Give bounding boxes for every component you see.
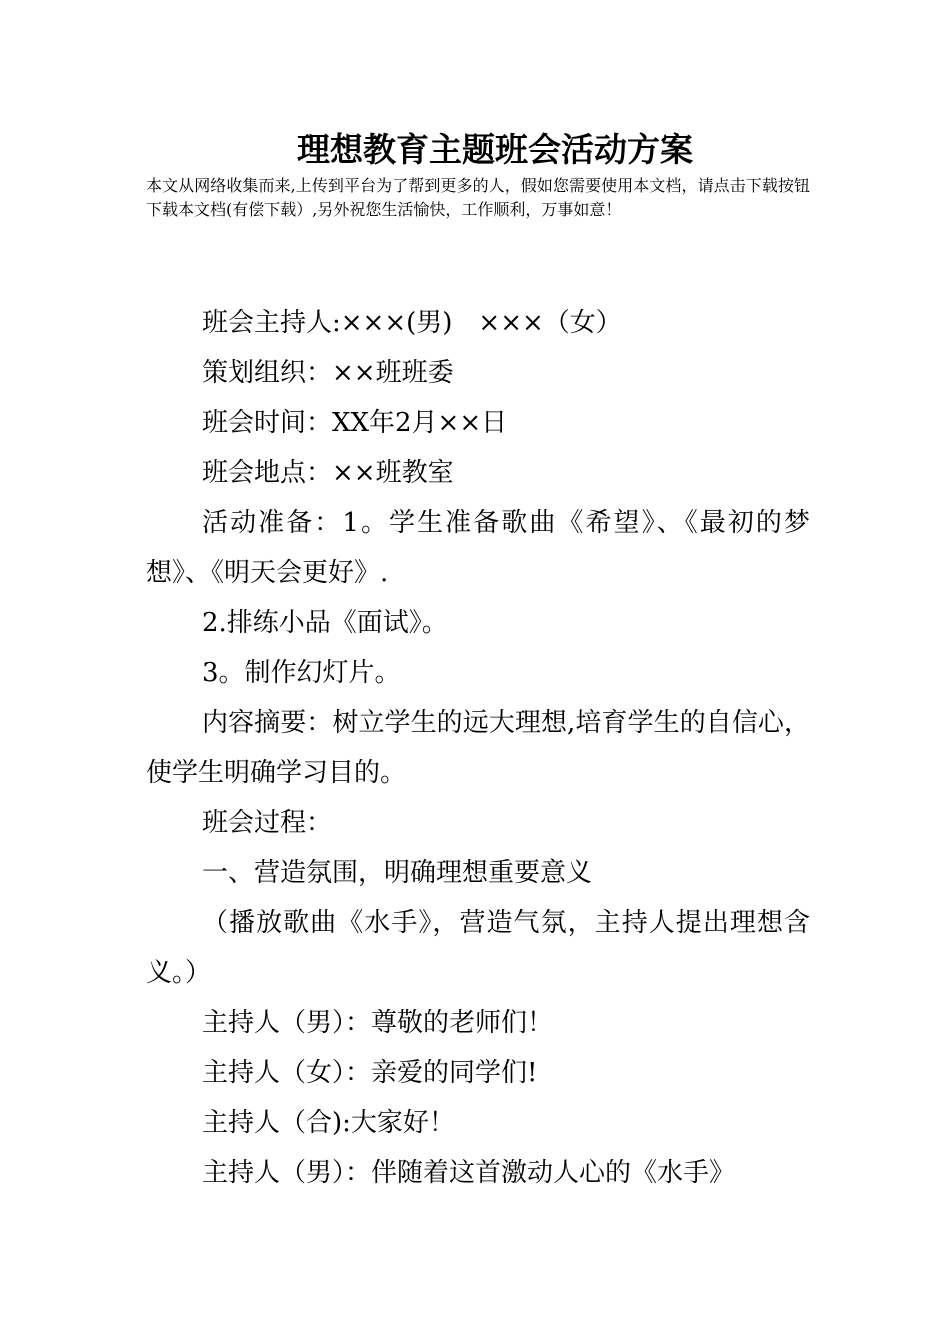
document-body [146, 298, 810, 1198]
paragraph-organizer: 策划组织：××班班委 [202, 358, 454, 388]
paragraph-preparation-2: 2.排练小品《面试》。 [202, 608, 448, 638]
paragraph-dialogue-3: 主持人（合):大家好！ [202, 1108, 455, 1138]
paragraph-dialogue-4: 主持人（男）：伴随着这首激动人心的《水手》 [202, 1158, 736, 1188]
paragraph-stage-direction: （播放歌曲《水手》，营造气氛，主持人提出理想含义。） [146, 908, 810, 988]
paragraph-preparation: 活动准备：1。学生准备歌曲《希望》、《最初的梦想》、《明天会更好》. [146, 508, 810, 588]
paragraph-preparation-3: 3。制作幻灯片。 [202, 658, 401, 688]
paragraph-location: 班会地点：××班教室 [202, 458, 454, 488]
paragraph-summary: 内容摘要：树立学生的远大理想,培育学生的自信心，使学生明确学习目的。 [146, 708, 810, 788]
download-notice: 本文从网络收集而来,上传到平台为了帮到更多的人，假如您需要使用本文档，请点击下载按钮下载本文档(有偿下载）,另外祝您生活愉快，工作顺利，万事如意！ [146, 176, 810, 219]
paragraph-dialogue-1: 主持人（男）：尊敬的老师们！ [202, 1008, 554, 1038]
paragraph-time: 班会时间：XX年2月××日 [202, 408, 508, 438]
paragraph-section-1: 一、营造氛围，明确理想重要意义 [202, 858, 593, 888]
document-title: 理想教育主题班会活动方案 [297, 130, 693, 169]
paragraph-dialogue-2: 主持人（女）：亲爱的同学们! [202, 1058, 538, 1088]
paragraph-process-heading: 班会过程： [202, 808, 333, 838]
paragraph-host: 班会主持人:×××(男) ×××（女） [202, 308, 622, 338]
